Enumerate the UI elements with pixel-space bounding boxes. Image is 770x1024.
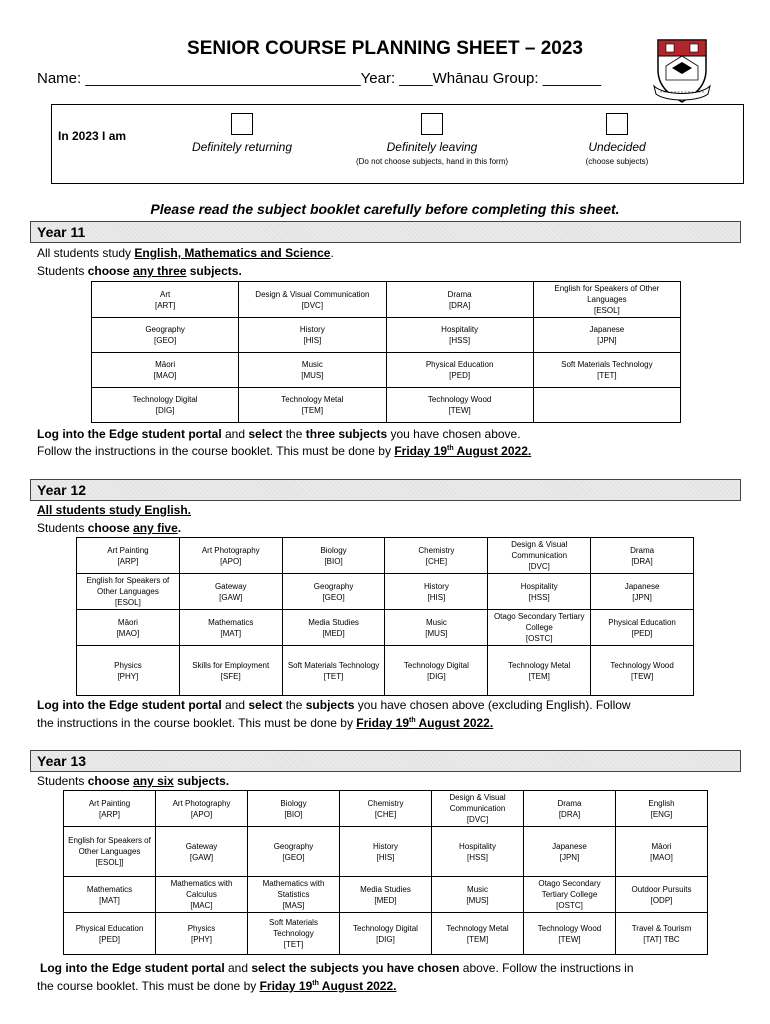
subject-cell xyxy=(179,538,282,574)
year-13-choose: Students choose any six subjects. xyxy=(37,774,230,788)
subject-code: [DRA] xyxy=(448,300,471,310)
table-row xyxy=(92,353,681,388)
subject-name: Technology Metal xyxy=(446,923,509,933)
subject-name: Mathematics with Statistics xyxy=(262,879,325,899)
subject-cell xyxy=(92,318,239,353)
subject-name: Soft Materials Technology xyxy=(269,918,318,938)
table-row xyxy=(64,913,708,955)
subject-name: Physical Education xyxy=(425,360,494,369)
subject-code: [MAC] xyxy=(190,901,213,910)
subject-name: Art xyxy=(160,289,171,299)
subject-name: English for Speakers of Other Languages xyxy=(86,576,170,596)
subject-name: Drama xyxy=(447,289,472,299)
subject-cell xyxy=(616,827,708,877)
year-12-heading: Year 12 xyxy=(30,479,741,501)
subject-code: [HSS] xyxy=(528,592,550,602)
subject-cell xyxy=(385,610,488,646)
table-row xyxy=(64,877,708,913)
subject-cell xyxy=(385,538,488,574)
subject-name: Music xyxy=(301,360,323,369)
subject-code: [OSTC] xyxy=(556,901,583,910)
subject-name: Geography xyxy=(145,325,185,334)
subject-code: [TAT] TBC xyxy=(643,934,680,944)
subject-name: Design & Visual Communication xyxy=(511,540,568,560)
subject-cell xyxy=(239,282,386,318)
subject-code: [GAW] xyxy=(189,852,214,862)
subject-name: Art Photography xyxy=(201,545,260,555)
year-11-heading: Year 11 xyxy=(30,221,741,243)
subject-code: [GEO] xyxy=(154,336,177,345)
subject-cell xyxy=(282,574,385,610)
subject-cell xyxy=(533,318,680,353)
subject-name: Mathematics xyxy=(208,617,254,627)
subject-name: Drama xyxy=(630,545,655,555)
subject-cell xyxy=(92,353,239,388)
year-13-log-line-1: Log into the Edge student portal and select the subjects you have chosen above. Follow the instructions in xyxy=(40,961,634,975)
subject-name: Soft Materials Technology xyxy=(561,360,653,369)
subject-code: [DIG] xyxy=(155,406,175,415)
subject-code: [TET] xyxy=(323,671,344,681)
subject-code: [HIS] xyxy=(303,336,322,345)
subject-cell xyxy=(239,318,386,353)
subject-name: Drama xyxy=(557,798,582,808)
subject-code: [GEO] xyxy=(282,852,305,862)
subject-cell xyxy=(340,827,432,877)
year-13-subject-table xyxy=(63,790,708,955)
table-row xyxy=(92,318,681,353)
subject-name: Music xyxy=(425,617,447,627)
subject-cell xyxy=(524,791,616,827)
subject-cell xyxy=(432,877,524,913)
table-row xyxy=(77,574,694,610)
subject-name: Outdoor Pursuits xyxy=(631,884,692,894)
subject-name: Mathematics with Calculus xyxy=(170,879,233,899)
subject-code: [ENG] xyxy=(650,809,673,819)
subject-code: [OSTC] xyxy=(525,634,553,643)
subject-code: [TEW] xyxy=(558,934,581,944)
year-11-compulsory: All students study English, Mathematics and Science. xyxy=(37,246,334,260)
subject-cell xyxy=(340,791,432,827)
subject-code: [TET] xyxy=(283,940,304,949)
subject-cell xyxy=(92,388,239,423)
subject-code: [TEM] xyxy=(528,671,550,681)
subject-cell xyxy=(179,610,282,646)
subject-code: [DVC] xyxy=(466,815,489,824)
page-title: SENIOR COURSE PLANNING SHEET – 2023 xyxy=(187,38,583,59)
subject-code: [APO] xyxy=(190,809,213,819)
subject-cell xyxy=(248,913,340,955)
subject-cell xyxy=(432,791,524,827)
subject-code: [ESOL]] xyxy=(95,858,124,867)
subject-name: Technology Digital xyxy=(132,395,198,404)
subject-cell xyxy=(248,791,340,827)
subject-cell xyxy=(616,791,708,827)
subject-name: Art Painting xyxy=(107,545,149,555)
subject-cell xyxy=(488,574,591,610)
subject-cell xyxy=(432,827,524,877)
subject-cell xyxy=(64,791,156,827)
subject-name: Media Studies xyxy=(360,884,411,894)
subject-cell xyxy=(92,282,239,318)
undecided-checkbox[interactable] xyxy=(606,113,628,135)
subject-cell xyxy=(64,877,156,913)
option-undecided xyxy=(562,113,672,166)
subject-name: Hospitality xyxy=(441,325,479,334)
subject-name: Gateway xyxy=(185,841,218,851)
subject-name: Technology Metal xyxy=(508,660,571,670)
table-row xyxy=(77,538,694,574)
subject-cell xyxy=(77,646,180,696)
subject-cell xyxy=(77,574,180,610)
subject-code: [DRA] xyxy=(631,556,653,566)
undecided-note: (choose subjects) xyxy=(585,157,649,166)
subject-cell xyxy=(386,353,533,388)
subject-cell xyxy=(156,877,248,913)
year-11-log-line-1: Log into the Edge student portal and select the three subjects you have chosen above. xyxy=(37,427,521,441)
subject-name: Design & Visual Communication xyxy=(255,289,370,299)
subject-code: [MUS] xyxy=(301,371,324,380)
subject-code: [BIO] xyxy=(324,556,343,566)
subject-name: Technology Wood xyxy=(610,660,674,670)
subject-code: [MAT] xyxy=(99,895,120,905)
subject-cell xyxy=(340,877,432,913)
subject-name: Physics xyxy=(114,660,142,670)
subject-code: [DIG] xyxy=(427,671,446,681)
subject-name: Māori xyxy=(155,360,176,369)
subject-cell xyxy=(488,646,591,696)
subject-cell xyxy=(179,574,282,610)
subject-code: [ART] xyxy=(154,300,176,310)
subject-name: Art Painting xyxy=(88,798,131,808)
table-row xyxy=(77,646,694,696)
leaving-label: Definitely leaving xyxy=(386,140,478,154)
subject-cell xyxy=(591,538,694,574)
year-13-log-line-2: the course booklet. This must be done by Friday 19th August 2022. xyxy=(37,979,397,993)
subject-name: Technology Wood xyxy=(427,395,492,404)
table-row xyxy=(92,282,681,318)
subject-code: [TET] xyxy=(597,371,617,380)
school-crest-icon xyxy=(652,36,712,104)
subject-cell xyxy=(239,353,386,388)
subject-name: Japanese xyxy=(552,841,587,851)
subject-cell xyxy=(616,913,708,955)
subject-cell xyxy=(385,574,488,610)
subject-cell xyxy=(524,827,616,877)
subject-name: Biology xyxy=(280,798,307,808)
subject-name: Māori xyxy=(117,617,138,627)
subject-code: [MUS] xyxy=(466,895,489,905)
subject-name: Art Photography xyxy=(172,798,231,808)
table-row xyxy=(77,610,694,646)
subject-cell xyxy=(432,913,524,955)
subject-code: [JPN] xyxy=(559,852,580,862)
subject-cell xyxy=(282,610,385,646)
subject-name: Gateway xyxy=(214,581,247,591)
subject-code: [MED] xyxy=(322,628,345,638)
subject-cell xyxy=(591,574,694,610)
subject-name: Physical Education xyxy=(75,923,144,933)
subject-name: History xyxy=(423,581,449,591)
subject-code: [MAO] xyxy=(650,852,673,862)
subject-code: [MAS] xyxy=(282,901,305,910)
subject-cell xyxy=(340,913,432,955)
subject-code: [CHE] xyxy=(374,809,397,819)
subject-cell xyxy=(248,827,340,877)
subject-code: [APO] xyxy=(220,556,242,566)
subject-name: Technology Digital xyxy=(353,923,418,933)
subject-cell xyxy=(282,538,385,574)
subject-cell xyxy=(524,913,616,955)
subject-code: [GAW] xyxy=(219,592,243,602)
subject-name: Physics xyxy=(187,923,216,933)
subject-name: Mathematics xyxy=(86,884,133,894)
subject-name: Geography xyxy=(313,581,354,591)
subject-name: Media Studies xyxy=(308,617,359,627)
subject-cell xyxy=(386,282,533,318)
subject-name: English xyxy=(648,798,675,808)
subject-cell xyxy=(282,646,385,696)
table-row xyxy=(92,388,681,423)
table-row xyxy=(64,791,708,827)
subject-code: [HSS] xyxy=(449,336,471,345)
subject-cell xyxy=(591,610,694,646)
subject-cell xyxy=(156,827,248,877)
year-11-choose: Students choose any three subjects. xyxy=(37,264,242,278)
subject-cell xyxy=(616,877,708,913)
subject-cell xyxy=(386,388,533,423)
leaving-note: (Do not choose subjects, hand in this form) xyxy=(355,157,509,166)
subject-code: [TEM] xyxy=(466,934,489,944)
subject-name: Japanese xyxy=(589,325,625,334)
returning-label: Definitely returning xyxy=(191,140,293,154)
name-year-group-line[interactable]: Name: _________________________________Year: ____Whānau Group: _______ xyxy=(37,70,602,87)
subject-code: [ARP] xyxy=(117,556,139,566)
subject-name: Music xyxy=(467,884,488,894)
subject-name: English for Speakers of Other Languages xyxy=(554,284,660,304)
subject-cell xyxy=(239,388,386,423)
read-booklet-instruction: Please read the subject booklet carefully before completing this sheet. xyxy=(150,201,620,217)
subject-code: [ESOL] xyxy=(593,306,620,315)
subject-name: Otago Secondary Tertiary College xyxy=(538,879,601,899)
subject-code: [MED] xyxy=(374,895,397,905)
subject-cell xyxy=(77,610,180,646)
year-12-subject-table xyxy=(76,537,694,696)
subject-code: [JPN] xyxy=(632,592,652,602)
subject-code: [MAT] xyxy=(220,628,242,638)
subject-code: [TEW] xyxy=(448,406,471,415)
subject-cell xyxy=(64,827,156,877)
subject-code: [DIG] xyxy=(376,934,395,944)
intention-lead: In 2023 I am xyxy=(58,129,127,143)
subject-code: [PHY] xyxy=(191,934,212,944)
subject-code: [PHY] xyxy=(117,671,139,681)
subject-code: [MAO] xyxy=(116,628,140,638)
subject-cell xyxy=(179,646,282,696)
subject-code: [PED] xyxy=(99,934,120,944)
leaving-checkbox[interactable] xyxy=(421,113,443,135)
subject-name: English for Speakers of Other Languages xyxy=(68,836,151,856)
subject-code: [TEM] xyxy=(301,406,324,415)
subject-name: Design & Visual Communication xyxy=(449,793,506,813)
subject-code: [SFE] xyxy=(220,671,241,681)
subject-cell xyxy=(488,538,591,574)
year-13-heading: Year 13 xyxy=(30,750,741,772)
year-12-log-line-1: Log into the Edge student portal and select the subjects you have chosen above (excluding English). Follow xyxy=(37,698,631,712)
subject-code: [PED] xyxy=(449,371,471,380)
subject-cell xyxy=(77,538,180,574)
subject-cell xyxy=(385,646,488,696)
subject-code: [HIS] xyxy=(376,852,395,862)
subject-cell xyxy=(156,791,248,827)
subject-name: Māori xyxy=(651,841,672,851)
subject-name: Biology xyxy=(320,545,347,555)
year-11-log-line-2: Follow the instructions in the course booklet. This must be done by Friday 19th August 2022. xyxy=(37,444,532,458)
subject-cell xyxy=(524,877,616,913)
option-leaving xyxy=(352,113,512,166)
subject-code: [DVC] xyxy=(528,562,550,571)
subject-code: [HIS] xyxy=(427,592,446,602)
subject-name: History xyxy=(299,325,325,334)
subject-name: Hospitality xyxy=(459,841,496,851)
subject-cell xyxy=(488,610,591,646)
option-returning xyxy=(172,113,312,154)
year-12-compulsory: All students study English. xyxy=(37,503,192,517)
subject-name: Physical Education xyxy=(608,617,676,627)
subject-code: [ARP] xyxy=(99,809,120,819)
subject-name: Chemistry xyxy=(418,545,455,555)
subject-cell xyxy=(248,877,340,913)
year-11-subject-table xyxy=(91,281,681,423)
subject-code: [DVC] xyxy=(301,300,324,310)
subject-code: [JPN] xyxy=(597,336,617,345)
subject-name: Otago Secondary Tertiary College xyxy=(493,612,585,632)
enrolment-intention-box xyxy=(51,104,744,184)
subject-name: Travel & Tourism xyxy=(631,923,692,933)
subject-code: [BIO] xyxy=(284,809,303,819)
undecided-label: Undecided xyxy=(588,140,646,154)
subject-name: Hospitality xyxy=(520,581,558,591)
subject-name: Skills for Employment xyxy=(192,660,270,670)
subject-cell xyxy=(533,388,680,423)
subject-code: [HSS] xyxy=(467,852,488,862)
subject-cell xyxy=(533,282,680,318)
subject-code: [CHE] xyxy=(425,556,448,566)
subject-name: Soft Materials Technology xyxy=(287,660,380,670)
table-row xyxy=(64,827,708,877)
subject-name: Technology Digital xyxy=(403,660,469,670)
subject-cell xyxy=(533,353,680,388)
subject-name: Geography xyxy=(273,841,314,851)
subject-code: [TEW] xyxy=(630,671,654,681)
subject-cell xyxy=(386,318,533,353)
year-12-log-line-2: the instructions in the course booklet. This must be done by Friday 19th August 2022. xyxy=(37,716,494,730)
subject-cell xyxy=(156,913,248,955)
year-12-choose: Students choose any five. xyxy=(37,521,182,535)
subject-name: Japanese xyxy=(624,581,660,591)
subject-code: [PED] xyxy=(631,628,653,638)
subject-code: [MUS] xyxy=(425,628,448,638)
subject-cell xyxy=(591,646,694,696)
subject-code: [ESOL] xyxy=(115,598,141,607)
subject-code: [MAO] xyxy=(153,371,177,380)
subject-name: Chemistry xyxy=(367,798,404,808)
subject-cell xyxy=(64,913,156,955)
returning-checkbox[interactable] xyxy=(231,113,253,135)
subject-code: [GEO] xyxy=(322,592,345,602)
subject-code: [DRA] xyxy=(558,809,581,819)
subject-name: History xyxy=(373,841,398,851)
subject-name: Technology Wood xyxy=(537,923,602,933)
subject-code: [ODP] xyxy=(650,895,673,905)
subject-name: Technology Metal xyxy=(281,395,344,404)
